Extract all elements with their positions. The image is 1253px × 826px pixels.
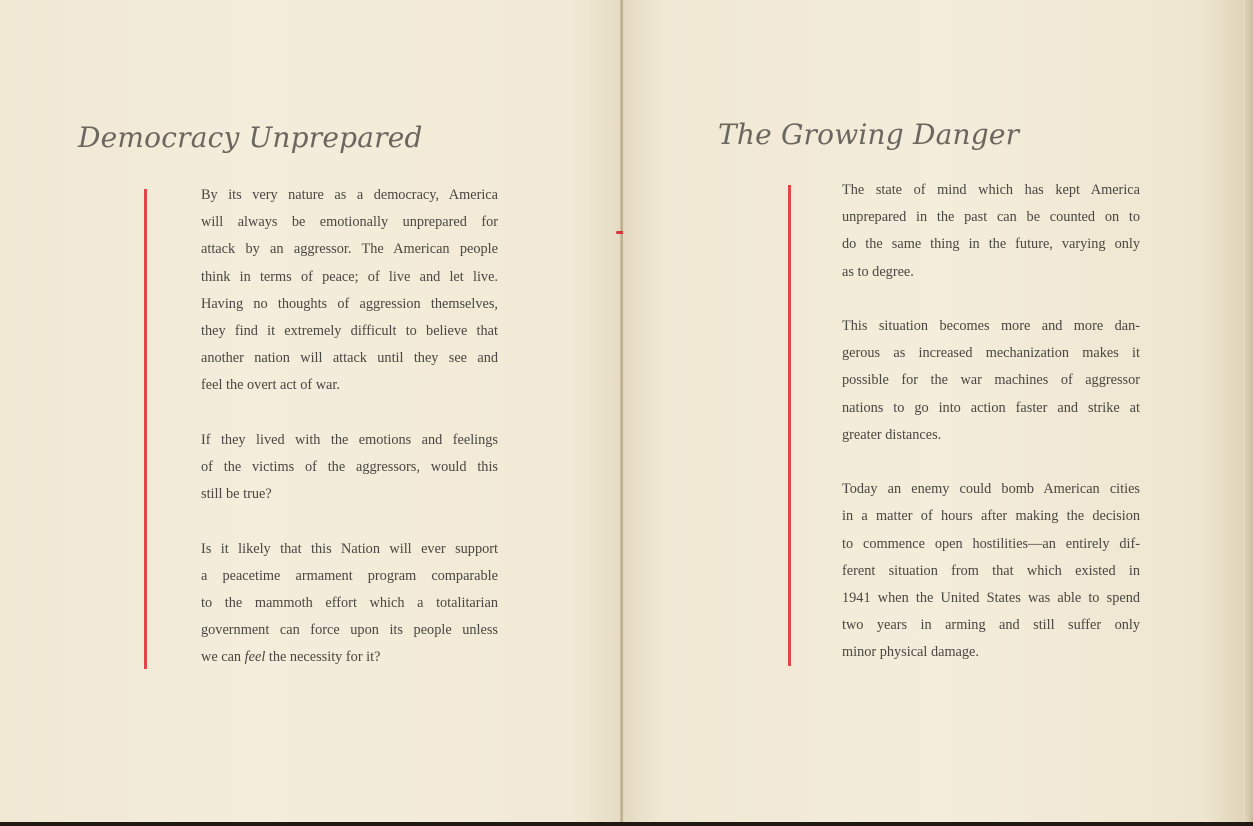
- left-body-text: [201, 182, 498, 699]
- text-line: Is it likely that this Nation will ever support: [201, 540, 498, 557]
- text-line: greater distances.: [842, 426, 942, 443]
- right-paragraph-3: [842, 476, 1140, 666]
- text-line: By its very nature as a democracy, America: [201, 187, 498, 203]
- text-line: as to degree.: [842, 263, 914, 280]
- text-fragment: we can: [201, 649, 245, 666]
- text-line: still be true?: [201, 486, 272, 503]
- text-line: they find it extremely difficult to believe that: [201, 323, 498, 340]
- right-page: [623, 0, 1253, 826]
- right-paragraph-1: [842, 177, 1140, 286]
- left-paragraph-1: [201, 182, 498, 400]
- text-line: do the same thing in the future, varying only: [842, 236, 1140, 253]
- text-line: nations to go into action faster and strike at: [842, 399, 1140, 416]
- text-line: Having no thoughts of aggression themselves,: [201, 295, 498, 312]
- text-line: ferent situation from that which existed in: [842, 562, 1140, 579]
- left-paragraph-2: [201, 427, 498, 509]
- text-line: The state of mind which has kept America: [842, 182, 1140, 198]
- text-line: feel the overt act of war.: [201, 377, 340, 394]
- text-line: to the mammoth effort which a totalitarian: [201, 595, 498, 612]
- left-paragraph-3: [201, 536, 498, 672]
- text-line: unprepared in the past can be counted on to: [842, 209, 1140, 226]
- text-line: Today an enemy could bomb American cities: [842, 481, 1140, 498]
- text-line: minor physical damage.: [842, 644, 979, 661]
- text-line: think in terms of peace; of live and let live.: [201, 268, 498, 285]
- text-line: This situation becomes more and more dan-: [842, 318, 1140, 334]
- left-red-rule: [144, 189, 147, 669]
- text-line: possible for the war machines of aggressor: [842, 372, 1140, 389]
- text-line: gerous as increased mechanization makes it: [842, 345, 1140, 362]
- text-line: will always be emotionally unprepared for: [201, 214, 498, 231]
- left-page-title: Democracy Unprepared: [78, 121, 423, 154]
- text-line: attack by an aggressor. The American people: [201, 241, 498, 258]
- left-page: [0, 0, 621, 826]
- bottom-edge-shadow: [0, 822, 1253, 826]
- right-paragraph-2: [842, 313, 1140, 449]
- right-body-text: [842, 177, 1140, 694]
- text-line: government can force upon its people unless: [201, 622, 498, 639]
- text-fragment: the necessity for it?: [265, 649, 381, 666]
- page-edge: [1243, 0, 1253, 826]
- text-line: 1941 when the United States was able to spend: [842, 590, 1140, 607]
- right-page-title: The Growing Danger: [718, 118, 1020, 151]
- emphasis-feel: feel: [244, 649, 266, 666]
- text-line: in a matter of hours after making the decision: [842, 508, 1140, 525]
- text-line: to commence open hostilities—an entirely dif-: [842, 535, 1140, 552]
- text-line: another nation will attack until they see and: [201, 350, 498, 367]
- text-line: a peacetime armament program comparable: [201, 567, 498, 584]
- text-line: If they lived with the emotions and feelings: [201, 431, 498, 448]
- text-line: [201, 644, 498, 671]
- text-line: of the victims of the aggressors, would this: [201, 459, 498, 476]
- right-red-rule: [788, 185, 791, 666]
- text-line: two years in arming and still suffer only: [842, 617, 1140, 634]
